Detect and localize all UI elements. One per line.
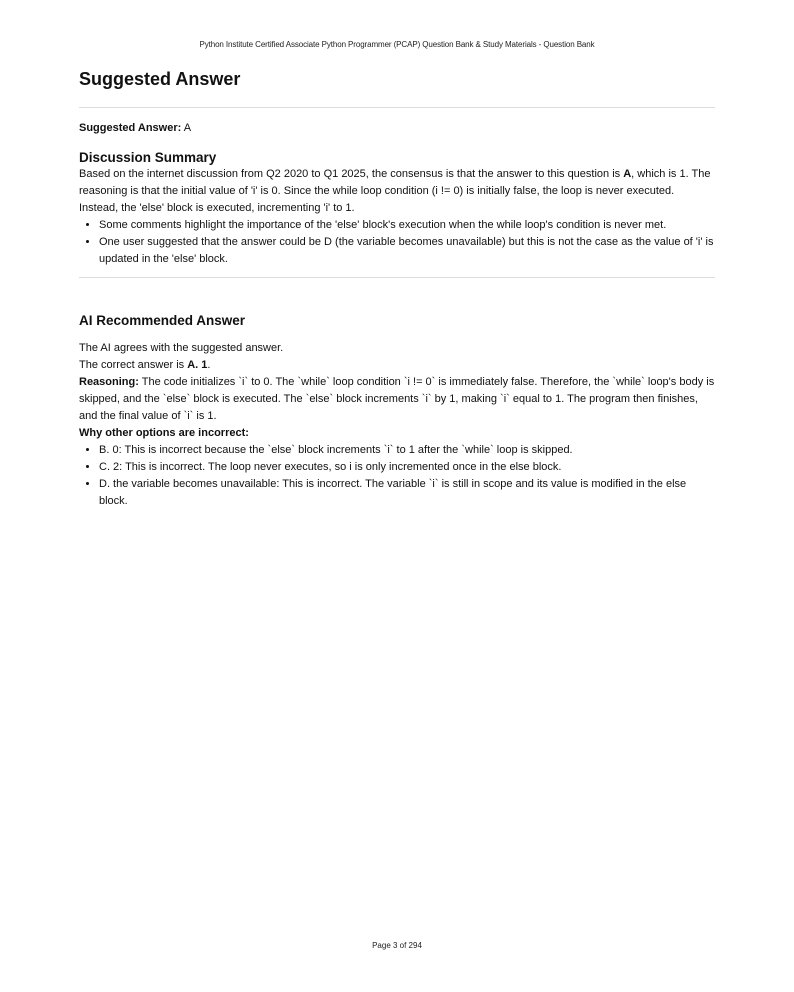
- ai-recommended-body: [79, 340, 715, 442]
- discussion-summary-heading: Discussion Summary: [79, 150, 217, 165]
- suggested-answer-line: [79, 121, 715, 135]
- reasoning-paragraph: [79, 374, 715, 425]
- summary-text-pre: Based on the internet discussion from Q2 2020 to Q1 2025, the consensus is that the answer to this question is: [79, 168, 624, 180]
- why-other-options-label: [79, 425, 715, 442]
- page-footer: Page 3 of 294: [372, 941, 422, 950]
- summary-bullet: • One user suggested that the answer could be D (the variable becomes unavailable) but this is not the case as the value of 'i' is updated in the 'else' block.: [99, 234, 715, 268]
- why-other-options-text: Why other options are incorrect:: [79, 427, 249, 439]
- other-option-item: • C. 2: This is incorrect. The loop never executes, so i is only incremented once in the else block.: [99, 459, 715, 476]
- summary-bullet: • Some comments highlight the importance of the 'else' block's execution when the while loop's condition is never met.: [99, 217, 715, 234]
- correct-answer-pre: The correct answer is: [79, 359, 188, 371]
- ai-agrees-text: The AI agrees with the suggested answer.: [79, 342, 284, 354]
- suggested-answer-label: Suggested Answer:: [79, 122, 182, 134]
- other-options-list: [79, 442, 715, 510]
- middle-divider: [79, 277, 715, 278]
- other-option-item: • D. the variable becomes unavailable: This is incorrect. The variable `i` is still in scope and its value is modified in the else block.: [99, 476, 715, 510]
- reasoning-text: The code initializes `i` to 0. The `while` loop condition `i != 0` is immediately false. Therefore, the `while` loop's body is skipped, and the `else` block is executed. The `else` block increments `i` by 1, making `i` equal to 1. The program then finishes, and the final value of `i` is 1.: [79, 376, 715, 422]
- summary-answer: A: [623, 168, 632, 180]
- page-header: Python Institute Certified Associate Python Programmer (PCAP) Question Bank & Study Materials - Question Bank: [199, 40, 595, 49]
- summary-bullet-list: [79, 217, 715, 268]
- discussion-summary-text: [79, 166, 715, 217]
- correct-answer-value: A. 1: [187, 359, 208, 371]
- ai-recommended-heading: AI Recommended Answer: [79, 313, 246, 328]
- other-option-item: • B. 0: This is incorrect because the `else` block increments `i` to 1 after the `while` loop is skipped.: [99, 442, 715, 459]
- reasoning-label: Reasoning:: [79, 376, 139, 388]
- summary-text-post: , which is 1. The reasoning is that the initial value of 'i' is 0. Since the while loop condition (i != 0) is initially false, the loop is never executed. Instead, the 'else' block is executed, incrementing 'i' to 1.: [79, 168, 711, 214]
- suggested-answer-value: A: [181, 122, 192, 134]
- correct-answer-line: [79, 357, 715, 374]
- page-content: [79, 64, 715, 510]
- top-divider: [79, 107, 715, 108]
- correct-answer-post: .: [207, 359, 211, 371]
- page-title: Suggested Answer: [79, 69, 241, 89]
